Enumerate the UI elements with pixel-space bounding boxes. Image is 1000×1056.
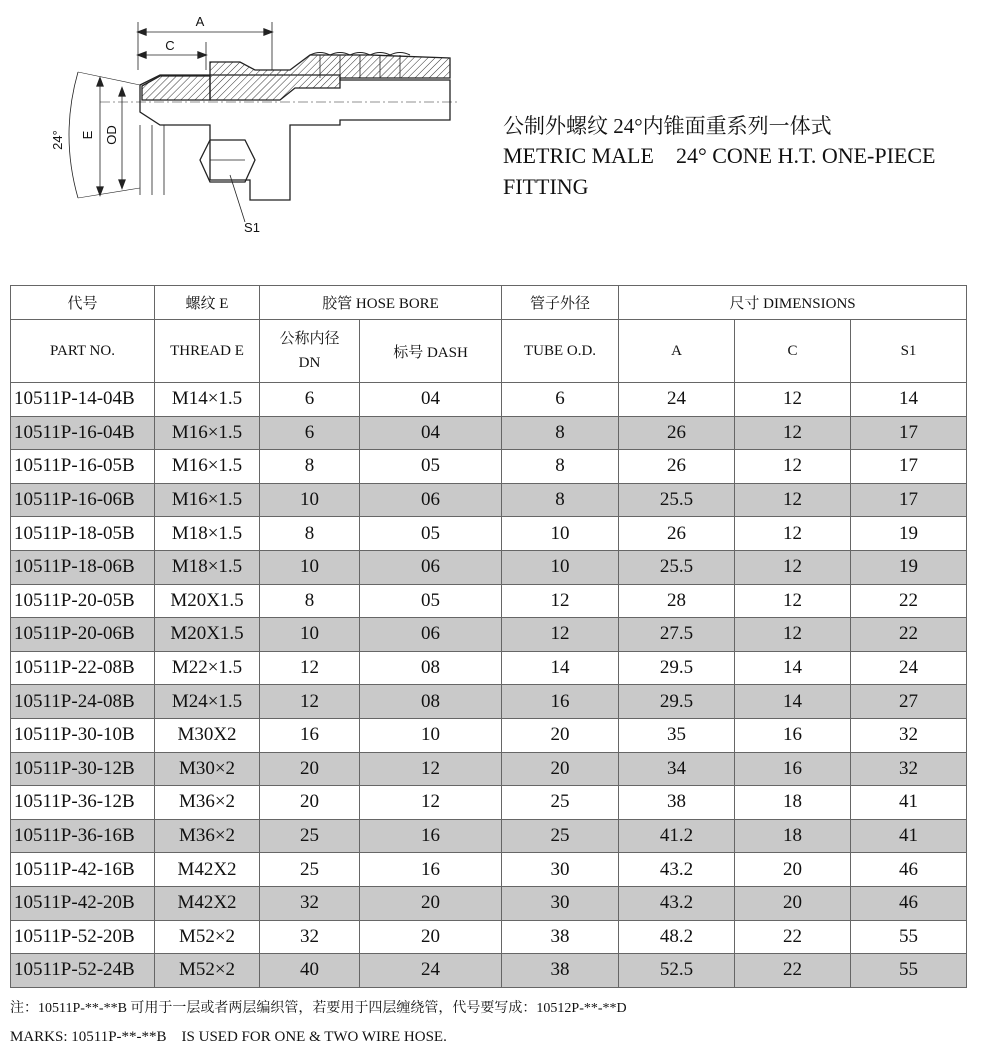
cell-a: 35: [619, 718, 735, 752]
table-row: [11, 819, 967, 853]
cell-dash: 05: [360, 584, 502, 618]
table-row: [11, 853, 967, 887]
cell-dn: 8: [260, 584, 360, 618]
header-part-no: PART NO.: [11, 320, 155, 383]
cell-part-no: 10511P-16-06B: [11, 483, 155, 517]
table-row: [11, 517, 967, 551]
cell-a: 25.5: [619, 483, 735, 517]
cell-dn: 10: [260, 483, 360, 517]
cell-part-no: 10511P-30-10B: [11, 718, 155, 752]
cell-a: 48.2: [619, 920, 735, 954]
cell-tube-od: 25: [502, 786, 619, 820]
fitting-drawing: [40, 0, 480, 250]
cell-c: 12: [735, 517, 851, 551]
cell-c: 22: [735, 954, 851, 988]
cell-a: 28: [619, 584, 735, 618]
header-part-no-zh: 代号: [11, 286, 155, 320]
title-english-line1: METRIC MALE 24° CONE H.T. ONE-PIECE: [503, 143, 936, 168]
cell-s1: 41: [851, 786, 967, 820]
cell-a: 26: [619, 517, 735, 551]
cell-s1: 17: [851, 450, 967, 484]
cell-s1: 46: [851, 853, 967, 887]
cell-dn: 20: [260, 752, 360, 786]
cell-tube-od: 12: [502, 618, 619, 652]
cell-c: 20: [735, 853, 851, 887]
cell-thread: M16×1.5: [155, 450, 260, 484]
table-row: [11, 416, 967, 450]
header-dn: [260, 320, 360, 383]
cell-s1: 32: [851, 718, 967, 752]
cell-dn: 6: [260, 383, 360, 417]
cell-dash: 20: [360, 920, 502, 954]
cell-part-no: 10511P-36-16B: [11, 819, 155, 853]
cell-c: 18: [735, 819, 851, 853]
cell-thread: M42X2: [155, 853, 260, 887]
header-s1: S1: [851, 320, 967, 383]
cell-c: 20: [735, 886, 851, 920]
table-row: [11, 752, 967, 786]
dim-od-label: OD: [104, 125, 119, 145]
cell-tube-od: 16: [502, 685, 619, 719]
table-row: [11, 685, 967, 719]
cell-part-no: 10511P-16-04B: [11, 416, 155, 450]
cell-a: 24: [619, 383, 735, 417]
table-row: [11, 450, 967, 484]
cell-a: 26: [619, 416, 735, 450]
cell-part-no: 10511P-20-06B: [11, 618, 155, 652]
header-dash: 标号 DASH: [360, 320, 502, 383]
table-row: [11, 483, 967, 517]
table-row: [11, 954, 967, 988]
cell-part-no: 10511P-20-05B: [11, 584, 155, 618]
cell-tube-od: 12: [502, 584, 619, 618]
cell-thread: M52×2: [155, 920, 260, 954]
note-english: MARKS: 10511P-**-**B IS USED FOR ONE & TWO WIRE HOSE.: [10, 1029, 447, 1045]
cell-a: 34: [619, 752, 735, 786]
cell-dash: 12: [360, 752, 502, 786]
cell-dash: 20: [360, 886, 502, 920]
cell-part-no: 10511P-14-04B: [11, 383, 155, 417]
cell-dash: 08: [360, 685, 502, 719]
cell-part-no: 10511P-24-08B: [11, 685, 155, 719]
header-dimensions: 尺寸 DIMENSIONS: [619, 286, 967, 320]
cell-dn: 10: [260, 618, 360, 652]
cell-part-no: 10511P-36-12B: [11, 786, 155, 820]
cell-thread: M36×2: [155, 819, 260, 853]
dim-a-label: A: [195, 14, 205, 29]
cell-s1: 41: [851, 819, 967, 853]
cell-part-no: 10511P-18-06B: [11, 550, 155, 584]
cell-dn: 25: [260, 819, 360, 853]
cell-tube-od: 25: [502, 819, 619, 853]
cell-dn: 25: [260, 853, 360, 887]
cell-c: 12: [735, 450, 851, 484]
cell-s1: 17: [851, 416, 967, 450]
dim-e-label: E: [80, 130, 95, 140]
cell-s1: 19: [851, 550, 967, 584]
header-row-1: [11, 286, 967, 320]
cell-thread: M24×1.5: [155, 685, 260, 719]
header-thread: THREAD E: [155, 320, 260, 383]
cell-a: 25.5: [619, 550, 735, 584]
cell-a: 52.5: [619, 954, 735, 988]
cell-dn: 32: [260, 920, 360, 954]
cell-a: 41.2: [619, 819, 735, 853]
cell-thread: M18×1.5: [155, 550, 260, 584]
spec-table: [10, 285, 967, 988]
header-thread-zh: 螺纹 E: [155, 286, 260, 320]
cell-s1: 55: [851, 954, 967, 988]
cell-s1: 32: [851, 752, 967, 786]
cell-c: 12: [735, 550, 851, 584]
cell-dash: 08: [360, 651, 502, 685]
table-row: [11, 786, 967, 820]
header-tube-od: TUBE O.D.: [502, 320, 619, 383]
cell-thread: M18×1.5: [155, 517, 260, 551]
cell-s1: 14: [851, 383, 967, 417]
cell-s1: 22: [851, 584, 967, 618]
cell-tube-od: 10: [502, 550, 619, 584]
cell-a: 26: [619, 450, 735, 484]
cell-dn: 6: [260, 416, 360, 450]
cell-thread: M20X1.5: [155, 618, 260, 652]
cell-c: 14: [735, 651, 851, 685]
note-chinese: 注：10511P-**-**B 可用于一层或者两层编织管，若要用于四层缠绕管，代号要写成：10512P-**-**D: [10, 1001, 627, 1016]
cell-thread: M52×2: [155, 954, 260, 988]
cell-s1: 22: [851, 618, 967, 652]
cell-dash: 06: [360, 618, 502, 652]
cell-dn: 12: [260, 651, 360, 685]
cell-s1: 24: [851, 651, 967, 685]
cell-thread: M16×1.5: [155, 416, 260, 450]
cell-c: 22: [735, 920, 851, 954]
cell-dn: 8: [260, 450, 360, 484]
table-row: [11, 651, 967, 685]
cell-thread: M36×2: [155, 786, 260, 820]
cell-a: 29.5: [619, 651, 735, 685]
cell-thread: M42X2: [155, 886, 260, 920]
header-hose-bore: 胶管 HOSE BORE: [260, 286, 502, 320]
header-a: A: [619, 320, 735, 383]
cell-dash: 12: [360, 786, 502, 820]
title-chinese: 公制外螺纹 24°内锥面重系列一体式: [503, 114, 832, 138]
cell-dn: 40: [260, 954, 360, 988]
table-row: [11, 383, 967, 417]
cell-tube-od: 20: [502, 718, 619, 752]
cell-tube-od: 38: [502, 954, 619, 988]
title-english-line2: FITTING: [503, 174, 589, 199]
cell-part-no: 10511P-52-20B: [11, 920, 155, 954]
cell-part-no: 10511P-52-24B: [11, 954, 155, 988]
cell-dash: 16: [360, 853, 502, 887]
cell-part-no: 10511P-42-16B: [11, 853, 155, 887]
cell-tube-od: 30: [502, 853, 619, 887]
cell-tube-od: 8: [502, 483, 619, 517]
cell-s1: 19: [851, 517, 967, 551]
cell-part-no: 10511P-42-20B: [11, 886, 155, 920]
cell-thread: M16×1.5: [155, 483, 260, 517]
cell-thread: M22×1.5: [155, 651, 260, 685]
cell-c: 12: [735, 383, 851, 417]
cell-s1: 55: [851, 920, 967, 954]
header-row-2: [11, 320, 967, 383]
cell-c: 14: [735, 685, 851, 719]
cell-part-no: 10511P-30-12B: [11, 752, 155, 786]
spec-table-body: [11, 383, 967, 988]
cell-part-no: 10511P-16-05B: [11, 450, 155, 484]
cell-tube-od: 6: [502, 383, 619, 417]
cell-tube-od: 8: [502, 416, 619, 450]
cell-dn: 16: [260, 718, 360, 752]
header-tube-od-zh: 管子外径: [502, 286, 619, 320]
cell-c: 12: [735, 483, 851, 517]
table-row: [11, 920, 967, 954]
cell-tube-od: 14: [502, 651, 619, 685]
header-dn-en: DN: [298, 355, 321, 371]
cell-thread: M14×1.5: [155, 383, 260, 417]
cell-dn: 32: [260, 886, 360, 920]
cell-dn: 12: [260, 685, 360, 719]
cell-dash: 05: [360, 450, 502, 484]
cell-dash: 04: [360, 416, 502, 450]
header-c: C: [735, 320, 851, 383]
cell-a: 38: [619, 786, 735, 820]
cell-part-no: 10511P-18-05B: [11, 517, 155, 551]
cell-dash: 06: [360, 550, 502, 584]
cell-thread: M20X1.5: [155, 584, 260, 618]
cell-a: 29.5: [619, 685, 735, 719]
cell-dash: 05: [360, 517, 502, 551]
cell-part-no: 10511P-22-08B: [11, 651, 155, 685]
cell-c: 12: [735, 584, 851, 618]
cell-a: 43.2: [619, 886, 735, 920]
table-row: [11, 718, 967, 752]
cell-tube-od: 8: [502, 450, 619, 484]
cell-c: 12: [735, 416, 851, 450]
cell-s1: 46: [851, 886, 967, 920]
cell-c: 16: [735, 718, 851, 752]
cell-thread: M30X2: [155, 718, 260, 752]
cell-tube-od: 20: [502, 752, 619, 786]
cell-c: 12: [735, 618, 851, 652]
cell-s1: 27: [851, 685, 967, 719]
table-row: [11, 550, 967, 584]
cell-dash: 24: [360, 954, 502, 988]
cell-a: 27.5: [619, 618, 735, 652]
table-row: [11, 584, 967, 618]
cell-dash: 06: [360, 483, 502, 517]
cell-tube-od: 30: [502, 886, 619, 920]
cell-dn: 10: [260, 550, 360, 584]
cell-dash: 10: [360, 718, 502, 752]
cell-tube-od: 38: [502, 920, 619, 954]
cell-dash: 16: [360, 819, 502, 853]
header-dn-zh: 公称内径: [279, 331, 340, 347]
angle-label: 24°: [50, 130, 65, 150]
dim-c-label: C: [165, 38, 175, 53]
cell-thread: M30×2: [155, 752, 260, 786]
dim-s1-label: S1: [244, 220, 260, 235]
cell-c: 16: [735, 752, 851, 786]
cell-tube-od: 10: [502, 517, 619, 551]
table-row: [11, 618, 967, 652]
cell-dn: 8: [260, 517, 360, 551]
table-row: [11, 886, 967, 920]
cell-dash: 04: [360, 383, 502, 417]
cell-dn: 20: [260, 786, 360, 820]
cell-a: 43.2: [619, 853, 735, 887]
cell-s1: 17: [851, 483, 967, 517]
cell-c: 18: [735, 786, 851, 820]
